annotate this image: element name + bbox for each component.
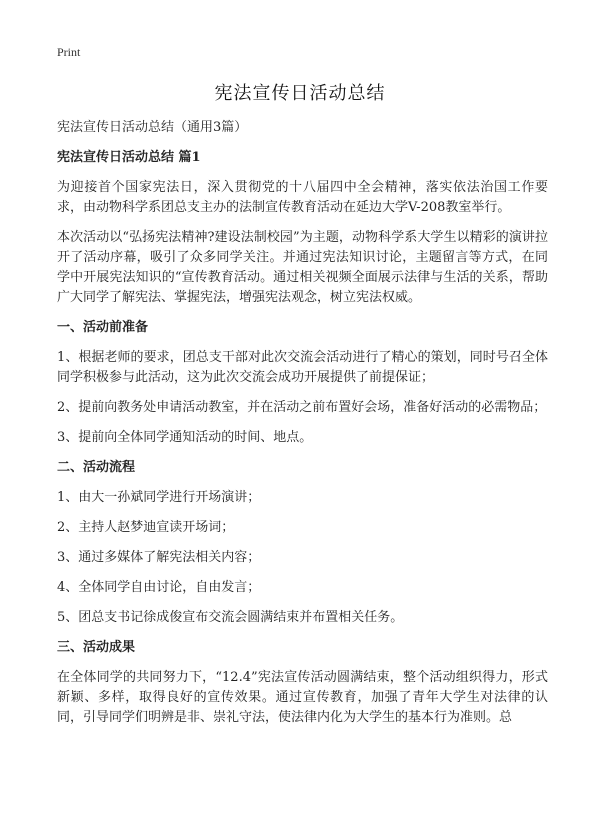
list-item: 3、提前向全体同学通知活动的时间、地点。 — [57, 430, 313, 445]
document-title: 宪法宣传日活动总结 — [214, 83, 386, 104]
document-subtitle: 宪法宣传日活动总结（通用3篇） — [57, 120, 248, 135]
list-item: 5、团总支书记徐成俊宣布交流会圆满结束并布置相关任务。 — [57, 610, 404, 625]
print-link[interactable]: Print — [57, 45, 81, 59]
list-item: 4、全体同学自由讨论，自由发言； — [57, 580, 261, 595]
section-heading-results: 三、活动成果 — [57, 640, 136, 655]
document-body — [57, 118, 548, 738]
section-heading-preparation: 一、活动前准备 — [57, 320, 149, 335]
list-item: 3、通过多媒体了解宪法相关内容； — [57, 550, 261, 565]
results-paragraph: 在全体同学的共同努力下，“12.4”宪法宣传活动圆满结束，整个活动组织得力，形式新颖、多样，取得良好的宣传效果。通过宣传教育，加强了青年大学生对法律的认同，引导同学们明辨是非、崇礼守法，使法律内化为大学生的基本行为准则。总 — [57, 670, 548, 725]
list-item: 1、由大一孙斌同学进行开场演讲； — [57, 490, 261, 505]
intro-paragraph: 本次活动以“弘扬宪法精神?建设法制校园”为主题，动物科学系大学生以精彩的演讲拉开了活动序幕，吸引了众多同学关注。并通过宪法知识讨论，主题留言等方式，在同学中开展宪法知识的“宣传教育活动。通过相关视频全面展示法律与生活的关系，帮助广大同学了解宪法、掌握宪法，增强宪法观念，树立宪法权威。 — [57, 230, 548, 305]
list-item: 2、提前向教务处申请活动教室，并在活动之前布置好会场，准备好活动的必需物品； — [57, 400, 547, 415]
list-item: 2、主持人赵梦迪宣读开场词； — [57, 520, 235, 535]
part-heading: 宪法宣传日活动总结 篇1 — [57, 150, 201, 165]
list-item: 1、根据老师的要求，团总支干部对此次交流会活动进行了精心的策划，同时号召全体同学积极参与此活动，这为此次交流会成功开展提供了前提保证； — [57, 350, 548, 385]
section-heading-process: 二、活动流程 — [57, 460, 136, 475]
intro-paragraph: 为迎接首个国家宪法日，深入贯彻党的十八届四中全会精神，落实依法治国工作要求，由动物科学系团总支主办的法制宣传教育活动在延边大学V-208教室举行。 — [57, 180, 548, 215]
